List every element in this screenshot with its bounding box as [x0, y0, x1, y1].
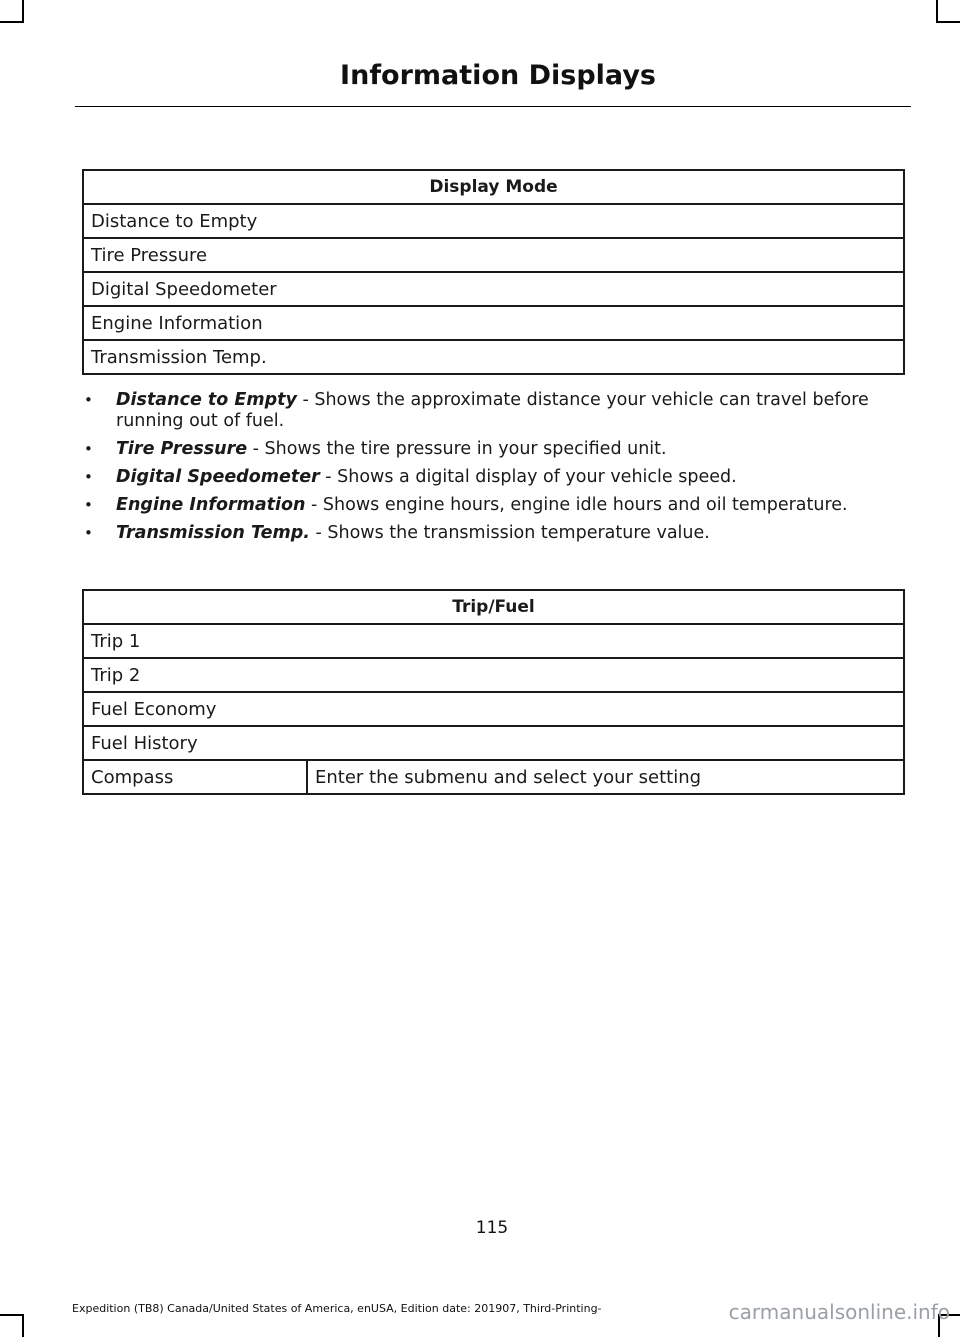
table-cell: Digital Speedometer	[83, 272, 904, 306]
crop-mark	[0, 1314, 22, 1316]
table-cell: Trip 2	[83, 658, 904, 692]
list-item-text: - Shows a digital display of your vehicle speed.	[319, 467, 737, 487]
table-cell: Transmission Temp.	[83, 340, 904, 374]
list-item-text: - Shows engine hours, engine idle hours and oil temperature.	[305, 495, 848, 515]
list-item-term: Tire Pressure	[116, 439, 248, 459]
list-item-term: Digital Speedometer	[116, 467, 320, 487]
display-mode-table	[82, 169, 905, 375]
table-heading: Display Mode	[83, 170, 904, 204]
list-item-term: Transmission Temp.	[116, 523, 310, 543]
list-item	[84, 439, 906, 460]
table-row	[83, 692, 904, 726]
crop-mark	[22, 1314, 24, 1337]
crop-mark	[936, 21, 960, 23]
list-item	[84, 390, 906, 432]
table-row	[83, 726, 904, 760]
table-cell: Trip 1	[83, 624, 904, 658]
list-item-text: - Shows the tire pressure in your specified unit.	[247, 439, 667, 459]
table-cell: Tire Pressure	[83, 238, 904, 272]
list-item-text: - Shows the transmission temperature value.	[309, 523, 710, 543]
crop-mark	[936, 0, 938, 23]
table-header-row	[83, 590, 904, 624]
list-item-term: Distance to Empty	[116, 390, 297, 410]
bullet-icon: •	[84, 391, 93, 409]
table-cell: Compass	[83, 760, 307, 794]
list-item-text: - Shows the approximate distance your vehicle can travel before running out of fuel.	[116, 390, 869, 431]
table-cell: Fuel Economy	[83, 692, 904, 726]
display-mode-descriptions	[84, 390, 906, 551]
table-header-row	[83, 170, 904, 204]
table-cell: Engine Information	[83, 306, 904, 340]
bullet-icon: •	[84, 468, 93, 486]
table-row	[83, 340, 904, 374]
bullet-icon: •	[84, 496, 93, 514]
table-row	[83, 204, 904, 238]
table-cell: Fuel History	[83, 726, 904, 760]
crop-mark	[0, 21, 22, 23]
page-title: Information Displays	[340, 60, 656, 91]
watermark: carmanualsonline.info	[728, 1300, 950, 1324]
bullet-icon: •	[84, 524, 93, 542]
table-row	[83, 760, 904, 794]
table-row	[83, 306, 904, 340]
table-row	[83, 624, 904, 658]
table-heading: Trip/Fuel	[83, 590, 904, 624]
table-cell: Enter the submenu and select your setting	[307, 760, 904, 794]
list-item	[84, 523, 906, 544]
table-row	[83, 272, 904, 306]
trip-fuel-table	[82, 589, 905, 795]
page-number: 115	[475, 1218, 509, 1238]
header-divider	[75, 106, 911, 107]
crop-mark	[22, 0, 24, 23]
list-item	[84, 495, 906, 516]
table-cell: Distance to Empty	[83, 204, 904, 238]
edition-footer: Expedition (TB8) Canada/United States of America, enUSA, Edition date: 201907, Third-Printing-	[72, 1302, 602, 1315]
table-row	[83, 658, 904, 692]
bullet-icon: •	[84, 440, 93, 458]
table-row	[83, 238, 904, 272]
list-item	[84, 467, 906, 488]
list-item-term: Engine Information	[116, 495, 306, 515]
